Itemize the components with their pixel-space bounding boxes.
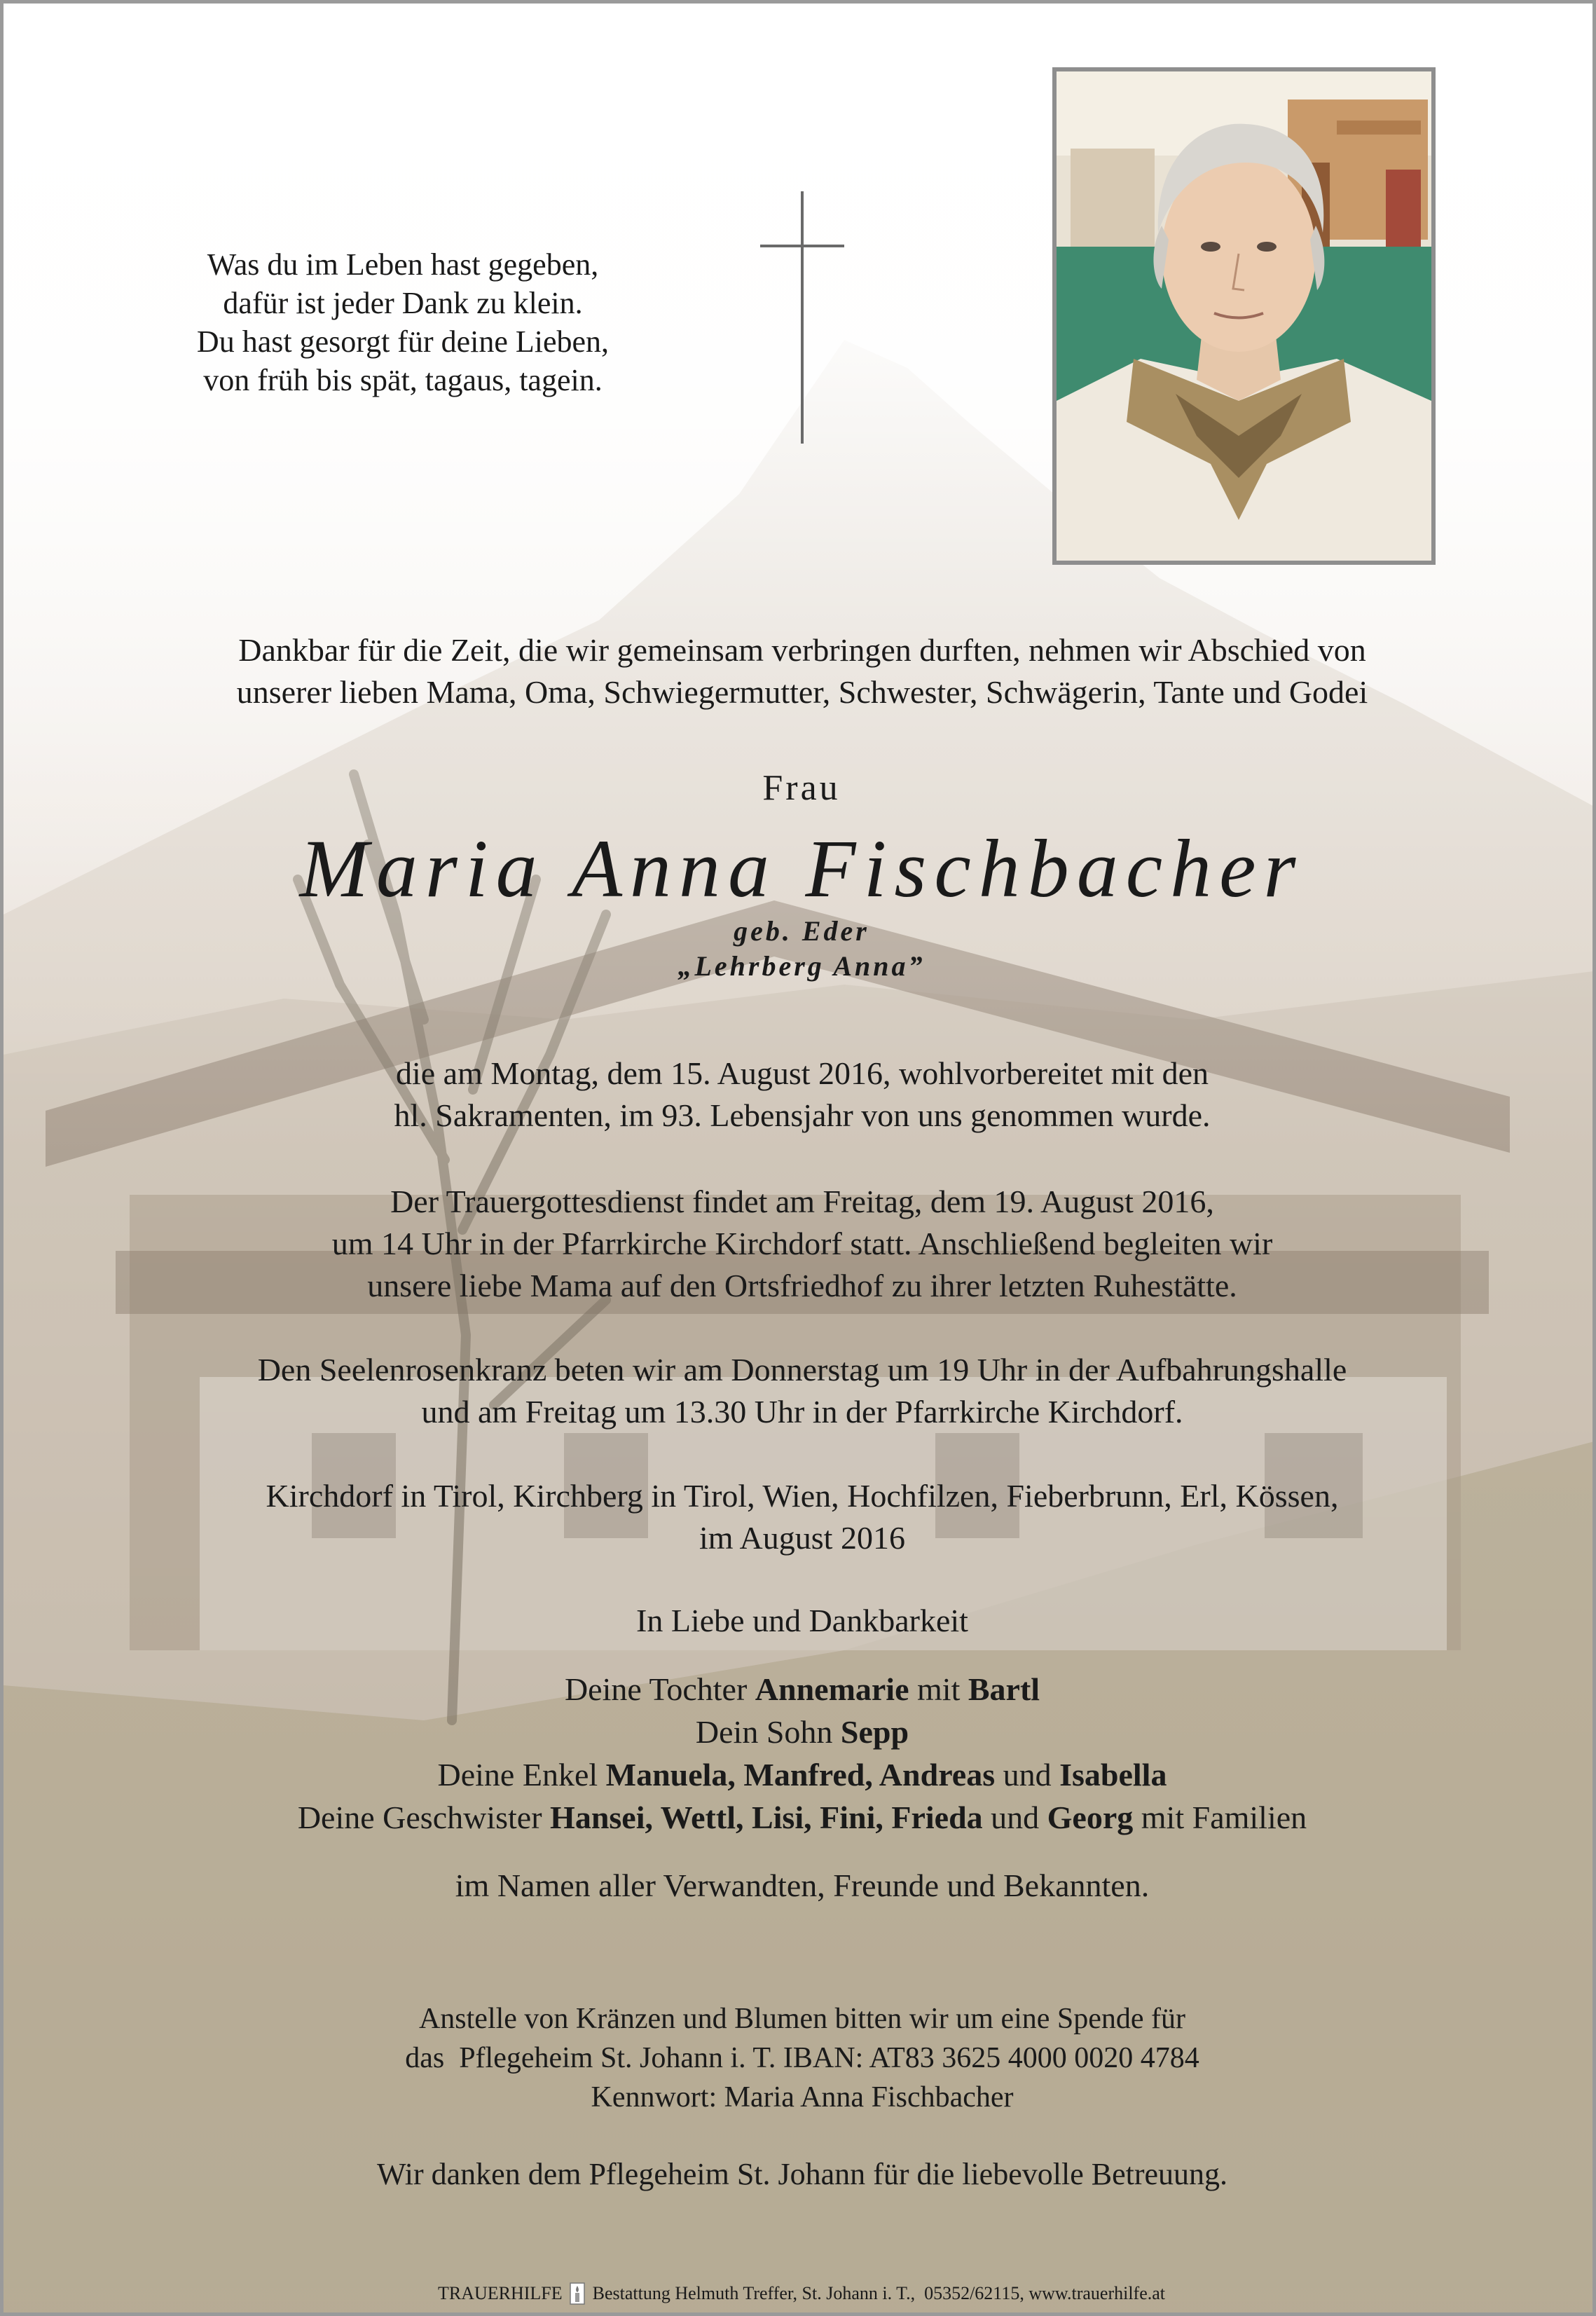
verse-line: Du hast gesorgt für deine Lieben, (196, 324, 610, 359)
siblings-last: Georg (1047, 1800, 1134, 1835)
rosary-line: Den Seelenrosenkranz beten wir am Donnerstag um 19 Uhr in der Aufbahrungshalle (257, 1352, 1347, 1387)
places-line: im August 2016 (699, 1520, 905, 1556)
siblings-suffix: mit Familien (1141, 1800, 1307, 1835)
verse-line: Was du im Leben hast gegeben, (207, 247, 599, 282)
places-line: Kirchdorf in Tirol, Kirchberg in Tirol, Wien, Hochfilzen, Fieberbrunn, Erl, Kössen, (266, 1478, 1339, 1514)
thanks-line: Wir danken dem Pflegeheim St. Johann für die liebevolle Betreuung. (376, 2157, 1228, 2191)
family-list (46, 1668, 1559, 1839)
intro-text (46, 629, 1559, 713)
grandchildren-names: Manuela, Manfred, Andreas (605, 1757, 996, 1793)
family-siblings (46, 1796, 1559, 1839)
son-prefix: Dein Sohn (695, 1714, 833, 1750)
donation-line: Anstelle von Kränzen und Blumen bitten wir um eine Spende für (418, 2003, 1186, 2035)
grandchildren-mid: und (1003, 1757, 1052, 1793)
family-grandchildren (46, 1753, 1559, 1796)
daughter-partner: Bartl (968, 1671, 1040, 1707)
portrait-photo-icon (1057, 71, 1431, 561)
cross-icon (760, 191, 844, 444)
deceased-name: Maria Anna Fischbacher (299, 823, 1304, 914)
funeral-info (46, 1181, 1559, 1307)
daughter-name: Annemarie (755, 1671, 909, 1707)
daughter-mid: mit (917, 1671, 961, 1707)
intro-line: Dankbar für die Zeit, die wir gemeinsam verbringen durften, nehmen wir Abschied von (238, 632, 1366, 668)
siblings-mid: und (991, 1800, 1040, 1835)
verse-line: dafür ist jeder Dank zu klein. (223, 286, 583, 320)
death-notice-line: die am Montag, dem 15. August 2016, wohlvorbereitet mit den (395, 1055, 1209, 1091)
nickname: „Lehrberg Anna” (677, 950, 926, 982)
donation-request (46, 1999, 1559, 2117)
death-notice-line: hl. Sakramenten, im 93. Lebensjahr von uns genommen wurde. (394, 1097, 1211, 1133)
salutation: Frau (762, 768, 841, 808)
daughter-prefix: Deine Tochter (564, 1671, 748, 1707)
siblings-prefix: Deine Geschwister (297, 1800, 542, 1835)
portrait-photo (1052, 67, 1436, 565)
funeral-line: unsere liebe Mama auf den Ortsfriedhof zu ihrer letzten Ruhestätte. (367, 1268, 1237, 1303)
son-name: Sepp (840, 1714, 909, 1750)
footer-brand: TRAUERHILFE (437, 2283, 563, 2304)
candle-logo-icon (570, 2282, 585, 2305)
funeral-line: um 14 Uhr in der Pfarrkirche Kirchdorf statt. Anschließend begleiten wir (331, 1226, 1273, 1261)
funeral-line: Der Trauergottesdienst findet am Freitag, dem 19. August 2016, (390, 1184, 1214, 1219)
places-and-date (46, 1475, 1559, 1559)
siblings-names: Hansei, Wettl, Lisi, Fini, Frieda (550, 1800, 983, 1835)
rosary-info (46, 1349, 1559, 1433)
intro-line: unserer lieben Mama, Oma, Schwiegermutter, Schwester, Schwägerin, Tante und Godei (236, 674, 1368, 710)
birth-name: geb. Eder (734, 915, 869, 947)
footer (4, 2281, 1596, 2305)
on-behalf-line: im Namen aller Verwandten, Freunde und Bekannten. (455, 1868, 1150, 1903)
donation-line: Kennwort: Maria Anna Fischbacher (591, 2081, 1014, 2113)
rosary-line: und am Freitag um 13.30 Uhr in der Pfarrkirche Kirchdorf. (421, 1394, 1183, 1430)
closing-phrase: In Liebe und Dankbarkeit (636, 1603, 968, 1638)
donation-line: das Pflegeheim St. Johann i. T. IBAN: AT83 3625 4000 0020 4784 (405, 2042, 1199, 2074)
family-son (46, 1711, 1559, 1753)
memorial-verse (144, 245, 662, 399)
death-notice (46, 1053, 1559, 1137)
footer-text: Bestattung Helmuth Treffer, St. Johann i. T., 05352/62115, www.trauerhilfe.at (592, 2283, 1166, 2304)
family-daughter (46, 1668, 1559, 1711)
grandchildren-last: Isabella (1059, 1757, 1167, 1793)
verse-line: von früh bis spät, tagaus, tagein. (203, 363, 603, 397)
grandchildren-prefix: Deine Enkel (437, 1757, 598, 1793)
